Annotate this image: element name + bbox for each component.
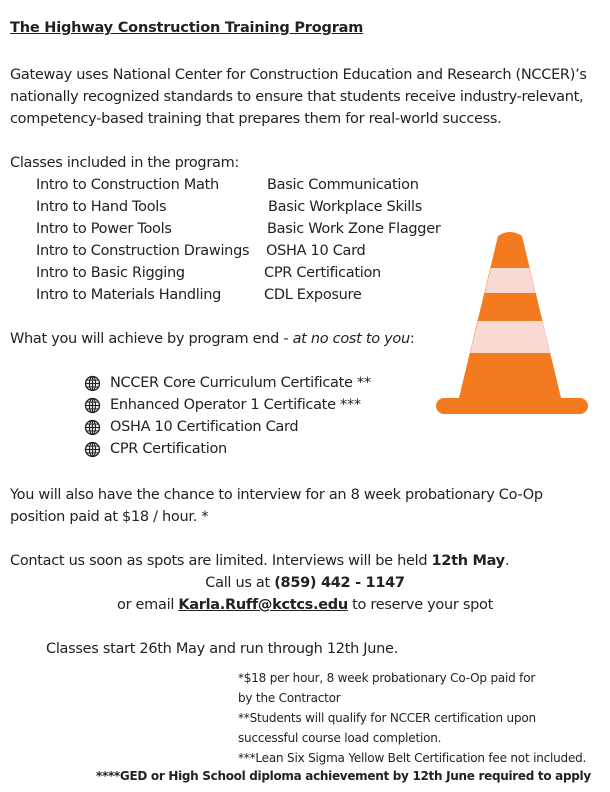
globe-icon	[84, 397, 101, 414]
certificate-label: CPR Certification	[110, 441, 227, 457]
globe-icon	[84, 441, 101, 458]
intro-line: competency-based training that prepares them for real-world success.	[10, 111, 502, 127]
globe-icon	[84, 419, 101, 436]
call-lead: Call us at	[205, 575, 275, 591]
certificate-item	[84, 438, 371, 460]
traffic-cone-icon	[430, 230, 594, 422]
achieve-heading	[10, 328, 414, 350]
phone-number[interactable]: (859) 442 - 1147	[274, 575, 405, 591]
class-schedule: Classes start 26th May and run through 12th June.	[46, 641, 398, 657]
classes-list-left	[36, 174, 249, 306]
cone-base	[436, 398, 588, 414]
email-tail: to reserve your spot	[347, 597, 493, 613]
coop-line: position paid at $18 / hour. *	[10, 509, 209, 525]
coop-line: You will also have the chance to interview for an 8 week probationary Co-Op	[10, 487, 543, 503]
certificate-item	[84, 372, 371, 394]
intro-paragraph	[10, 64, 587, 130]
email-link[interactable]: Karla.Ruff@kctcs.edu	[178, 597, 348, 613]
class-item: OSHA 10 Card	[266, 243, 366, 259]
class-item: Intro to Hand Tools	[36, 199, 167, 215]
class-item: Intro to Construction Drawings	[36, 243, 250, 259]
coop-paragraph	[10, 484, 543, 528]
achieve-emphasis: at no cost to you	[292, 331, 410, 347]
class-item: CPR Certification	[264, 265, 381, 281]
contact-end: .	[504, 553, 510, 569]
contact-text: Contact us soon as spots are limited. Interviews will be held	[10, 553, 432, 569]
class-item: Intro to Power Tools	[36, 221, 172, 237]
intro-line: Gateway uses National Center for Construction Education and Research (NCCER)’s	[10, 67, 587, 83]
footnote-line: **Students will qualify for NCCER certification upon	[238, 711, 536, 725]
class-item: Intro to Materials Handling	[36, 287, 222, 303]
certificate-label: Enhanced Operator 1 Certificate ***	[110, 397, 361, 413]
call-line	[0, 572, 610, 594]
cone-stripe-top	[485, 268, 536, 293]
certificate-label: NCCER Core Curriculum Certificate **	[110, 375, 371, 391]
certificate-list	[84, 372, 371, 460]
class-item: Basic Workplace Skills	[268, 199, 422, 215]
page-title: The Highway Construction Training Program	[10, 20, 364, 36]
globe-icon	[84, 375, 101, 392]
class-item: Basic Communication	[267, 177, 419, 193]
intro-line: nationally recognized standards to ensure that students receive industry-relevant,	[10, 89, 584, 105]
email-lead: or email	[117, 597, 179, 613]
footnote-line: successful course load completion.	[238, 731, 442, 745]
contact-line	[10, 550, 509, 572]
interview-date: 12th May	[431, 553, 505, 569]
footnote-line: by the Contractor	[238, 691, 341, 705]
cone-stripe-bottom	[470, 321, 550, 353]
footnote-line: ***Lean Six Sigma Yellow Belt Certification fee not included.	[238, 751, 587, 765]
classes-heading: Classes included in the program:	[10, 155, 239, 171]
class-item: CDL Exposure	[264, 287, 362, 303]
certificate-item	[84, 416, 371, 438]
email-line	[0, 594, 610, 616]
cone-body	[458, 232, 562, 402]
certificate-label: OSHA 10 Certification Card	[110, 419, 299, 435]
achieve-lead: What you will achieve by program end -	[10, 331, 293, 347]
class-item: Basic Work Zone Flagger	[267, 221, 441, 237]
certificate-item	[84, 394, 371, 416]
achieve-tail: :	[409, 331, 415, 347]
ged-requirement: ****GED or High School diploma achievement by 12th June required to apply	[96, 769, 591, 783]
class-item: Intro to Construction Math	[36, 177, 219, 193]
classes-list-right	[264, 174, 441, 306]
footnote-line: *$18 per hour, 8 week probationary Co-Op paid for	[238, 671, 536, 685]
footnotes	[238, 668, 586, 768]
class-item: Intro to Basic Rigging	[36, 265, 185, 281]
